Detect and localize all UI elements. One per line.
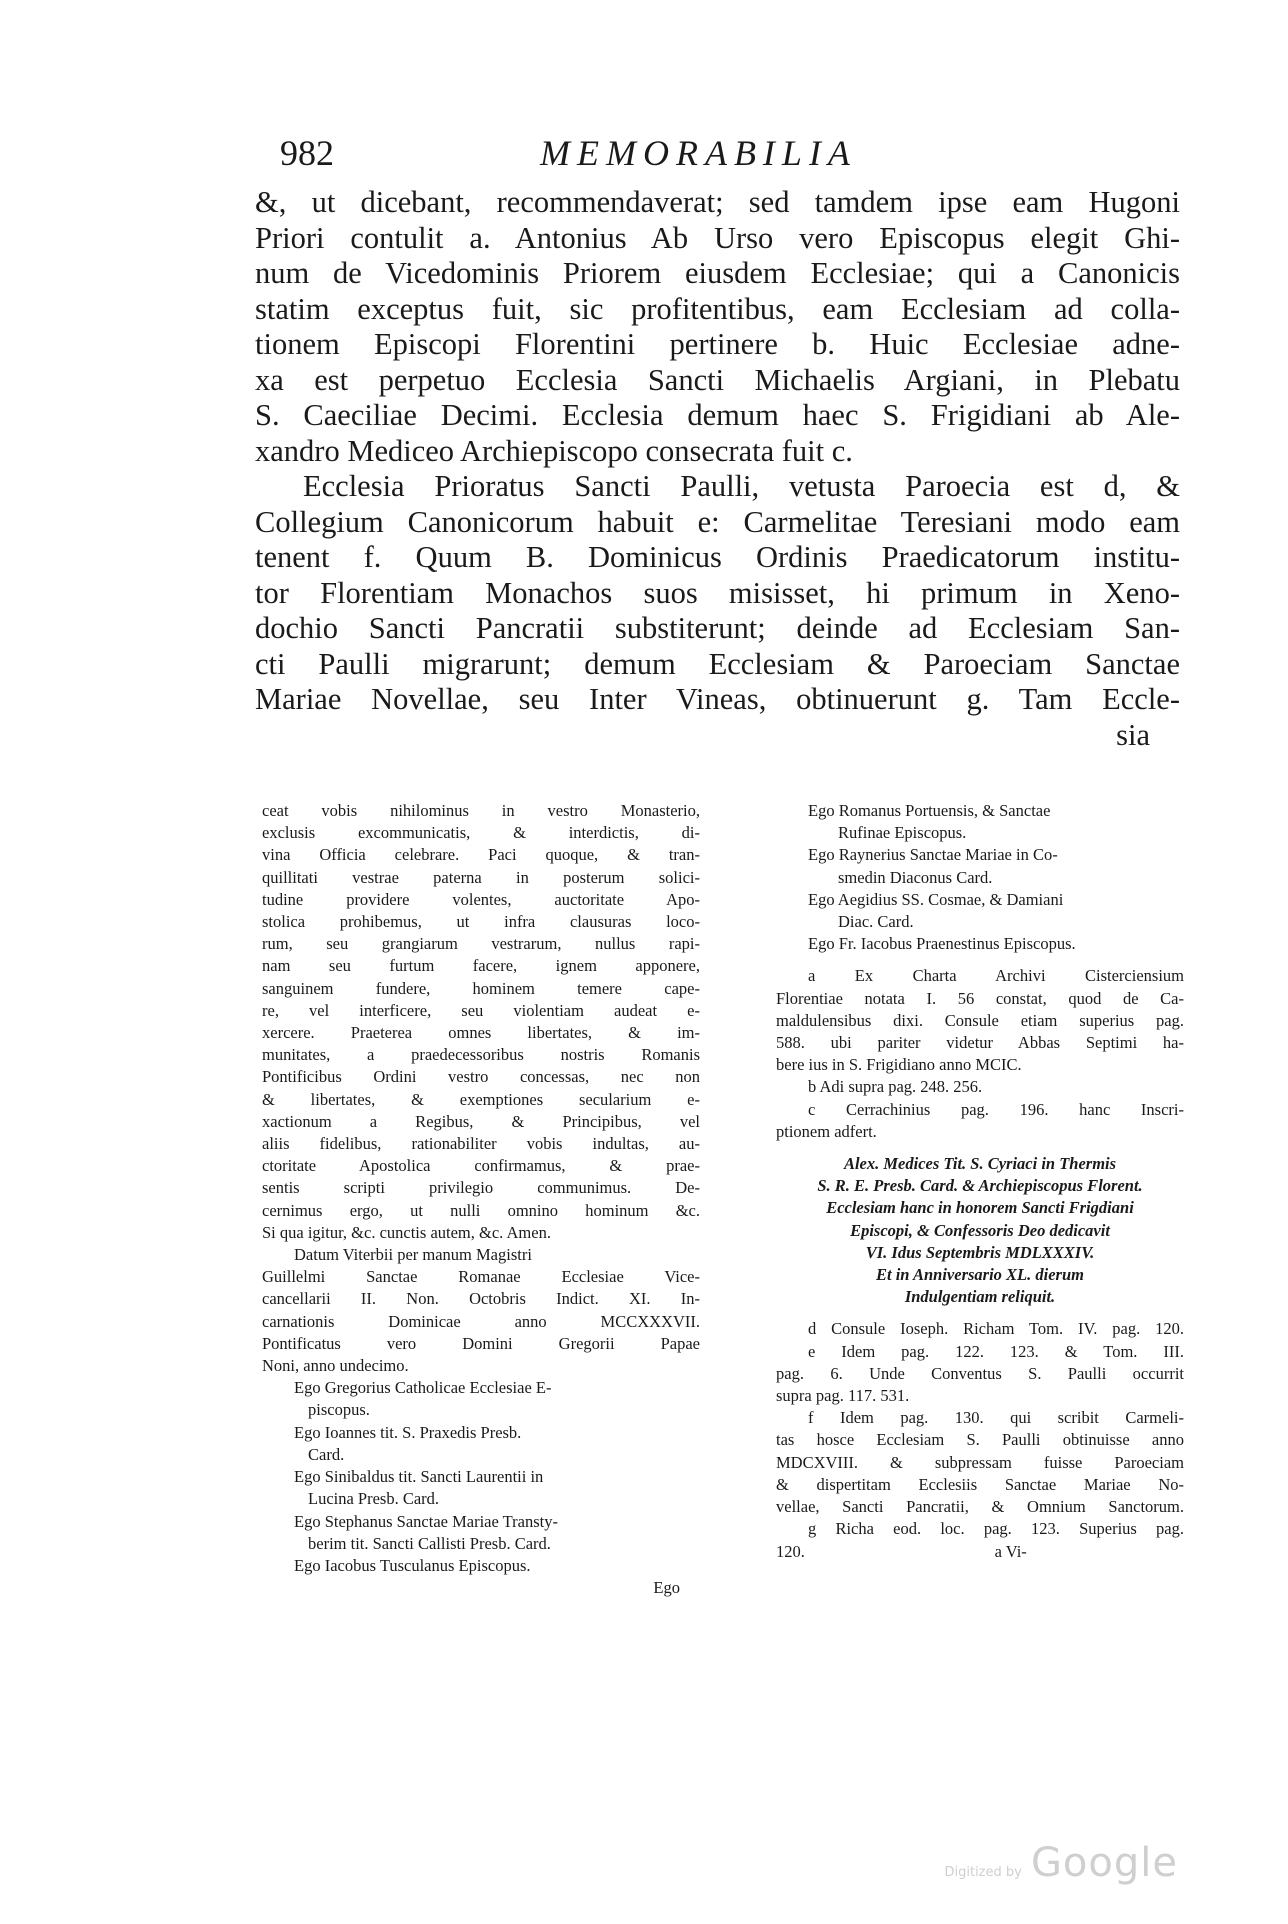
left-line: exclusis excommunicatis, & interdictis, di-: [262, 823, 700, 843]
left-line: nam seu furtum facere, ignem apponere,: [262, 956, 700, 976]
main-line: Priori contulit a. Antonius Ab Urso vero Episcopus elegit Ghi-: [255, 220, 1180, 255]
running-title: MEMORABILIA: [540, 133, 857, 173]
signature-line: Ego Fr. Iacobus Praenestinus Episcopus.: [808, 934, 1076, 954]
left-line: munitates, a praedecessoribus nostris Romanis: [262, 1045, 700, 1065]
footnote-line: supra pag. 117. 531.: [776, 1386, 910, 1406]
left-line: aliis fidelibus, rationabiliter vobis indultas, au-: [262, 1134, 700, 1154]
footnote-line: 120. a Vi-: [776, 1541, 1027, 1561]
footnote-line: & dispertitam Ecclesiis Sanctae Mariae No-: [776, 1474, 1184, 1494]
watermark-prefix: Digitized by: [944, 1865, 1022, 1880]
footnote-line: ptionem adfert.: [776, 1121, 877, 1141]
left-line: sanguinem fundere, hominem temere cape-: [262, 978, 700, 998]
main-line: xa est perpetuo Ecclesia Sancti Michaelis Argiani, in Plebatu: [255, 362, 1180, 397]
footnote-line: g Richa eod. loc. pag. 123. Superius pag.: [808, 1519, 1184, 1539]
right-column: [776, 800, 1184, 1563]
inscription-line: Et in Anniversario XL. dierum: [876, 1265, 1084, 1285]
left-line: cancellarii II. Non. Octobris Indict. XI. In-: [262, 1289, 700, 1309]
left-line: carnationis Dominicae anno MCCXXXVII.: [262, 1311, 700, 1331]
main-line: tionem Episcopi Florentini pertinere b. Huic Ecclesiae adne-: [255, 327, 1180, 361]
left-line: vina Officia celebrare. Paci quoque, & tran-: [262, 845, 700, 865]
main-line: xandro Mediceo Archiepiscopo consecrata fuit c.: [255, 433, 853, 468]
footnotes-a-c: [776, 965, 1184, 1143]
footnotes-d-g: [776, 1318, 1184, 1562]
signature-line: Rufinae Episcopus.: [838, 823, 967, 843]
signature-line: berim tit. Sancti Callisti Presb. Card.: [308, 1533, 551, 1553]
left-line: Guillelmi Sanctae Romanae Ecclesiae Vice-: [262, 1267, 700, 1287]
signature-line: Ego Iacobus Tusculanus Episcopus.: [294, 1555, 531, 1575]
inscription-line: Indulgentiam reliquit.: [904, 1287, 1056, 1307]
footnote-line: maldulensibus dixi. Consule etiam superius pag.: [776, 1010, 1184, 1030]
signature-line: piscopus.: [308, 1400, 370, 1420]
signature-line: Diac. Card.: [838, 912, 914, 932]
footnote-line: c Cerrachinius pag. 196. hanc Inscri-: [808, 1099, 1184, 1119]
main-line: Collegium Canonicorum habuit e: Carmelitae Teresiani modo eam: [255, 504, 1180, 539]
main-line: num de Vicedominis Priorem eiusdem Ecclesiae; qui a Canonicis: [255, 256, 1180, 290]
footnote-line: b Adi supra pag. 248. 256.: [808, 1077, 983, 1097]
left-line: ceat vobis nihilominus in vestro Monasterio,: [262, 801, 700, 820]
inscription-line: Episcopi, & Confessoris Deo dedicavit: [850, 1220, 1110, 1240]
signature-line: Ego Gregorius Catholicae Ecclesiae E-: [294, 1378, 552, 1398]
left-line: Pontificibus Ordini vestro concessas, nec non: [262, 1067, 700, 1087]
inscription-line: Ecclesiam hanc in honorem Sancti Frigdiani: [826, 1198, 1134, 1218]
left-line: cernimus ergo, ut nulli omnino hominum &c.: [262, 1200, 700, 1220]
left-line: quillitati vestrae paterna in posterum solici-: [262, 867, 700, 887]
left-line: Pontificatus vero Domini Gregorii Papae: [262, 1333, 700, 1353]
page-number: 982: [280, 133, 334, 173]
inscription-line: S. R. E. Presb. Card. & Archiepiscopus Florent.: [817, 1176, 1143, 1196]
main-line: Ecclesia Prioratus Sancti Paulli, vetusta Paroecia est d, &: [303, 469, 1180, 503]
signature-line: Lucina Presb. Card.: [308, 1489, 440, 1509]
main-line: dochio Sancti Pancratii substiterunt; deinde ad Ecclesiam San-: [255, 611, 1180, 645]
inscription: [776, 1153, 1184, 1308]
footnote-line: e Idem pag. 122. 123. & Tom. III.: [808, 1341, 1184, 1361]
main-line: S. Caeciliae Decimi. Ecclesia demum haec S. Frigidiani ab Ale-: [255, 398, 1180, 432]
signature-line: smedin Diaconus Card.: [838, 867, 993, 887]
google-logo: Google: [1030, 1840, 1178, 1886]
inscription-line: VI. Idus Septembris MDLXXXIV.: [865, 1242, 1095, 1262]
signature-line: Ego Raynerius Sanctae Mariae in Co-: [808, 845, 1058, 865]
inscription-line: Alex. Medices Tit. S. Cyriaci in Thermis: [843, 1154, 1117, 1174]
footnote-line: pag. 6. Unde Conventus S. Paulli occurrit: [776, 1363, 1184, 1383]
signature-line: Card.: [308, 1444, 345, 1464]
main-line: Mariae Novellae, seu Inter Vineas, obtinuerunt g. Tam Eccle-: [255, 682, 1180, 716]
footnote-line: d Consule Ioseph. Richam Tom. IV. pag. 120.: [808, 1319, 1184, 1339]
main-line: statim exceptus fuit, sic profitentibus, eam Ecclesiam ad colla-: [255, 291, 1180, 326]
left-line: tudine providere volentes, auctoritate Apo-: [262, 889, 700, 909]
left-line: & libertates, & exemptiones secularium e-: [262, 1089, 700, 1109]
catchword: Ego: [653, 1578, 680, 1598]
left-line: sentis scripti privilegio communimus. De-: [262, 1178, 700, 1198]
left-line: Si qua igitur, &c. cunctis autem, &c. Amen.: [262, 1222, 551, 1242]
footnote-line: a Ex Charta Archivi Cisterciensium: [808, 966, 1184, 986]
signature-line: Ego Sinibaldus tit. Sancti Laurentii in: [294, 1467, 544, 1487]
footnote-line: MDCXVIII. & subpressam fuisse Paroeciam: [776, 1452, 1184, 1472]
left-line: rum, seu grangiarum vestrarum, nullus rapi-: [262, 934, 700, 954]
main-line: cti Paulli migrarunt; demum Ecclesiam & Paroeciam Sanctae: [255, 646, 1180, 681]
left-line: Datum Viterbii per manum Magistri: [294, 1245, 532, 1265]
catchword: sia: [1116, 717, 1150, 752]
left-column: [262, 800, 700, 1599]
main-line: tenent f. Quum B. Dominicus Ordinis Praedicatorum institu-: [255, 540, 1180, 574]
footnote-line: 588. ubi pariter videtur Abbas Septimi ha-: [776, 1033, 1184, 1053]
footnote-line: bere ius in S. Frigidiano anno MCIC.: [776, 1055, 1022, 1075]
left-line: re, vel interficere, seu violentiam audeat e-: [262, 1000, 700, 1020]
main-line: tor Florentiam Monachos suos misisset, hi primum in Xeno-: [255, 575, 1180, 610]
footnote-line: tas hosce Ecclesiam S. Paulli obtinuisse anno: [776, 1430, 1184, 1450]
footnote-line: Florentiae notata I. 56 constat, quod de Ca-: [776, 988, 1184, 1008]
left-line: Noni, anno undecimo.: [262, 1356, 409, 1376]
page-header: [280, 132, 1160, 182]
signature-line: Ego Aegidius SS. Cosmae, & Damiani: [808, 889, 1064, 909]
footnote-line: f Idem pag. 130. qui scribit Carmeli-: [808, 1408, 1184, 1428]
left-line: ctoritate Apostolica confirmamus, & prae-: [262, 1156, 700, 1176]
signatures-block: [776, 800, 1184, 955]
signature-line: Ego Romanus Portuensis, & Sanctae: [808, 801, 1051, 820]
main-line: &, ut dicebant, recommendaverat; sed tamdem ipse eam Hugoni: [255, 185, 1180, 219]
signature-line: Ego Ioannes tit. S. Praxedis Presb.: [294, 1422, 522, 1442]
digitized-watermark: [944, 1840, 1178, 1886]
left-line: stolica prohibemus, ut infra clausuras loco-: [262, 912, 700, 932]
footnote-line: vellae, Sancti Pancratii, & Omnium Sanctorum.: [776, 1497, 1184, 1517]
main-text: [255, 185, 1180, 753]
left-line: xercere. Praeterea omnes libertates, & im-: [262, 1023, 700, 1043]
signature-line: Ego Stephanus Sanctae Mariae Transty-: [294, 1511, 558, 1531]
left-line: xactionum a Regibus, & Principibus, vel: [262, 1111, 700, 1131]
